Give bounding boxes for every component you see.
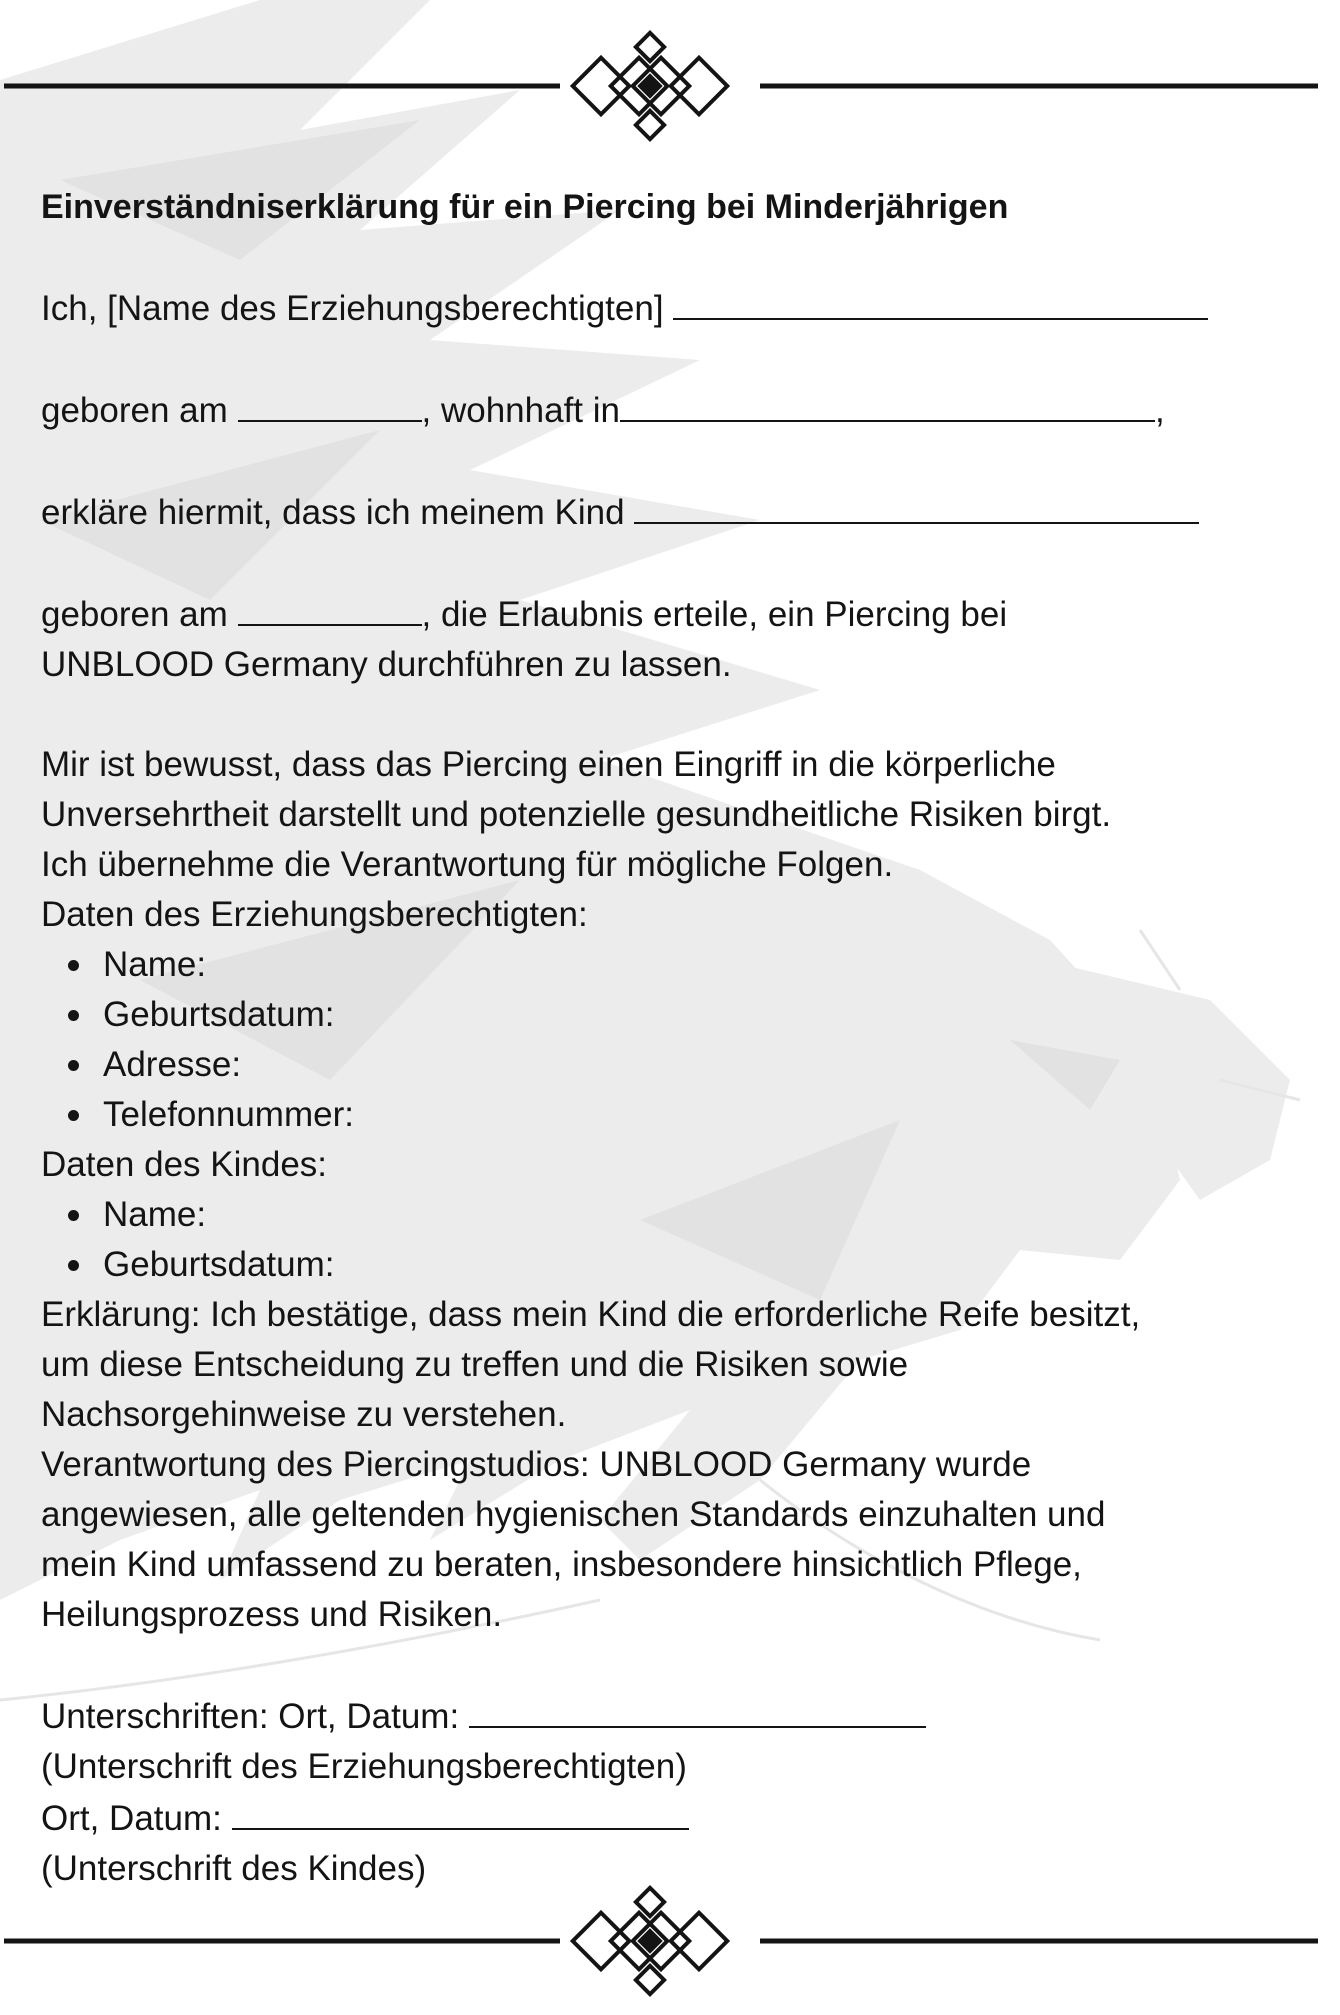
signature-section (41, 1690, 1301, 1894)
declaration-line: um diese Entscheidung zu treffen und die Risiken sowie (41, 1345, 909, 1384)
studio-responsibility-paragraph (41, 1440, 1301, 1640)
permission-line-1 (41, 588, 1301, 640)
child-data-list (41, 1190, 1301, 1290)
studio-line: mein Kind umfassend zu beraten, insbesondere hinsichtlich Pflege, (41, 1545, 1082, 1584)
child-birth-prefix: geboren am (41, 595, 238, 634)
child-data-heading: Daten des Kindes: (41, 1145, 328, 1184)
child-signature-caption: (Unterschrift des Kindes) (41, 1849, 427, 1888)
awareness-line: Mir ist bewusst, dass das Piercing einen Eingriff in die körperliche (41, 745, 1056, 784)
list-item: Name: (41, 940, 1301, 990)
form-title: Einverständniserklärung für ein Piercing bei Minderjährigen (41, 188, 1009, 226)
permission-line-2: UNBLOOD Germany durchführen zu lassen. (41, 645, 732, 684)
declaration-paragraph (41, 1290, 1301, 1440)
interlocking-diamonds-ornament (573, 1888, 728, 1994)
studio-line: angewiesen, alle geltenden hygienischen Standards einzuhalten und (41, 1495, 1106, 1534)
guardian-place-date-field[interactable] (469, 1690, 926, 1728)
list-item: Name: (41, 1190, 1301, 1240)
residence-suffix: , (1155, 391, 1165, 430)
child-name-field[interactable] (634, 486, 1199, 524)
guardian-name-field[interactable] (673, 282, 1208, 320)
interlocking-diamonds-ornament (573, 33, 728, 139)
guardian-data-heading: Daten des Erziehungsberechtigten: (41, 895, 588, 934)
guardian-data-list (41, 940, 1301, 1140)
list-item: Geburtsdatum: (41, 1240, 1301, 1290)
birth-residence-line (41, 384, 1301, 436)
permission-paragraph (41, 588, 1301, 690)
guardian-birth-prefix: geboren am (41, 391, 238, 430)
child-name-prefix: erkläre hiermit, dass ich meinem Kind (41, 493, 635, 532)
guardian-signature-caption: (Unterschrift des Erziehungsberechtigten) (41, 1747, 687, 1786)
list-item: Telefonnummer: (41, 1090, 1301, 1140)
declaration-line: Nachsorgehinweise zu verstehen. (41, 1395, 567, 1434)
awareness-line: Unversehrtheit darstellt und potenzielle gesundheitliche Risiken birgt. (41, 795, 1112, 834)
permission-text: , die Erlaubnis erteile, ein Piercing bei (421, 595, 1008, 634)
awareness-line: Ich übernehme die Verantwortung für mögliche Folgen. (41, 845, 894, 884)
guardian-place-date-line (41, 1690, 1301, 1742)
child-birthdate-field[interactable] (238, 588, 422, 626)
residence-label: , wohnhaft in (421, 391, 620, 430)
child-place-date-field[interactable] (232, 1792, 689, 1830)
consent-form (41, 182, 1301, 1894)
list-item: Adresse: (41, 1040, 1301, 1090)
declaration-line: Erklärung: Ich bestätige, dass mein Kind die erforderliche Reife besitzt, (41, 1295, 1141, 1334)
bottom-divider (0, 1875, 1340, 2015)
guardian-place-date-label: Unterschriften: Ort, Datum: (41, 1697, 469, 1736)
child-name-line (41, 486, 1301, 538)
studio-line: Verantwortung des Piercingstudios: UNBLOOD Germany wurde (41, 1445, 1032, 1484)
residence-field[interactable] (620, 384, 1155, 422)
guardian-birthdate-field[interactable] (238, 384, 422, 422)
guardian-name-line (41, 282, 1301, 334)
child-place-date-line (41, 1792, 1301, 1844)
child-place-date-label: Ort, Datum: (41, 1799, 232, 1838)
guardian-name-prefix: Ich, [Name des Erziehungsberechtigten] (41, 289, 674, 328)
studio-line: Heilungsprozess und Risiken. (41, 1595, 503, 1634)
list-item: Geburtsdatum: (41, 990, 1301, 1040)
awareness-paragraph (41, 740, 1301, 890)
top-divider (0, 20, 1340, 160)
